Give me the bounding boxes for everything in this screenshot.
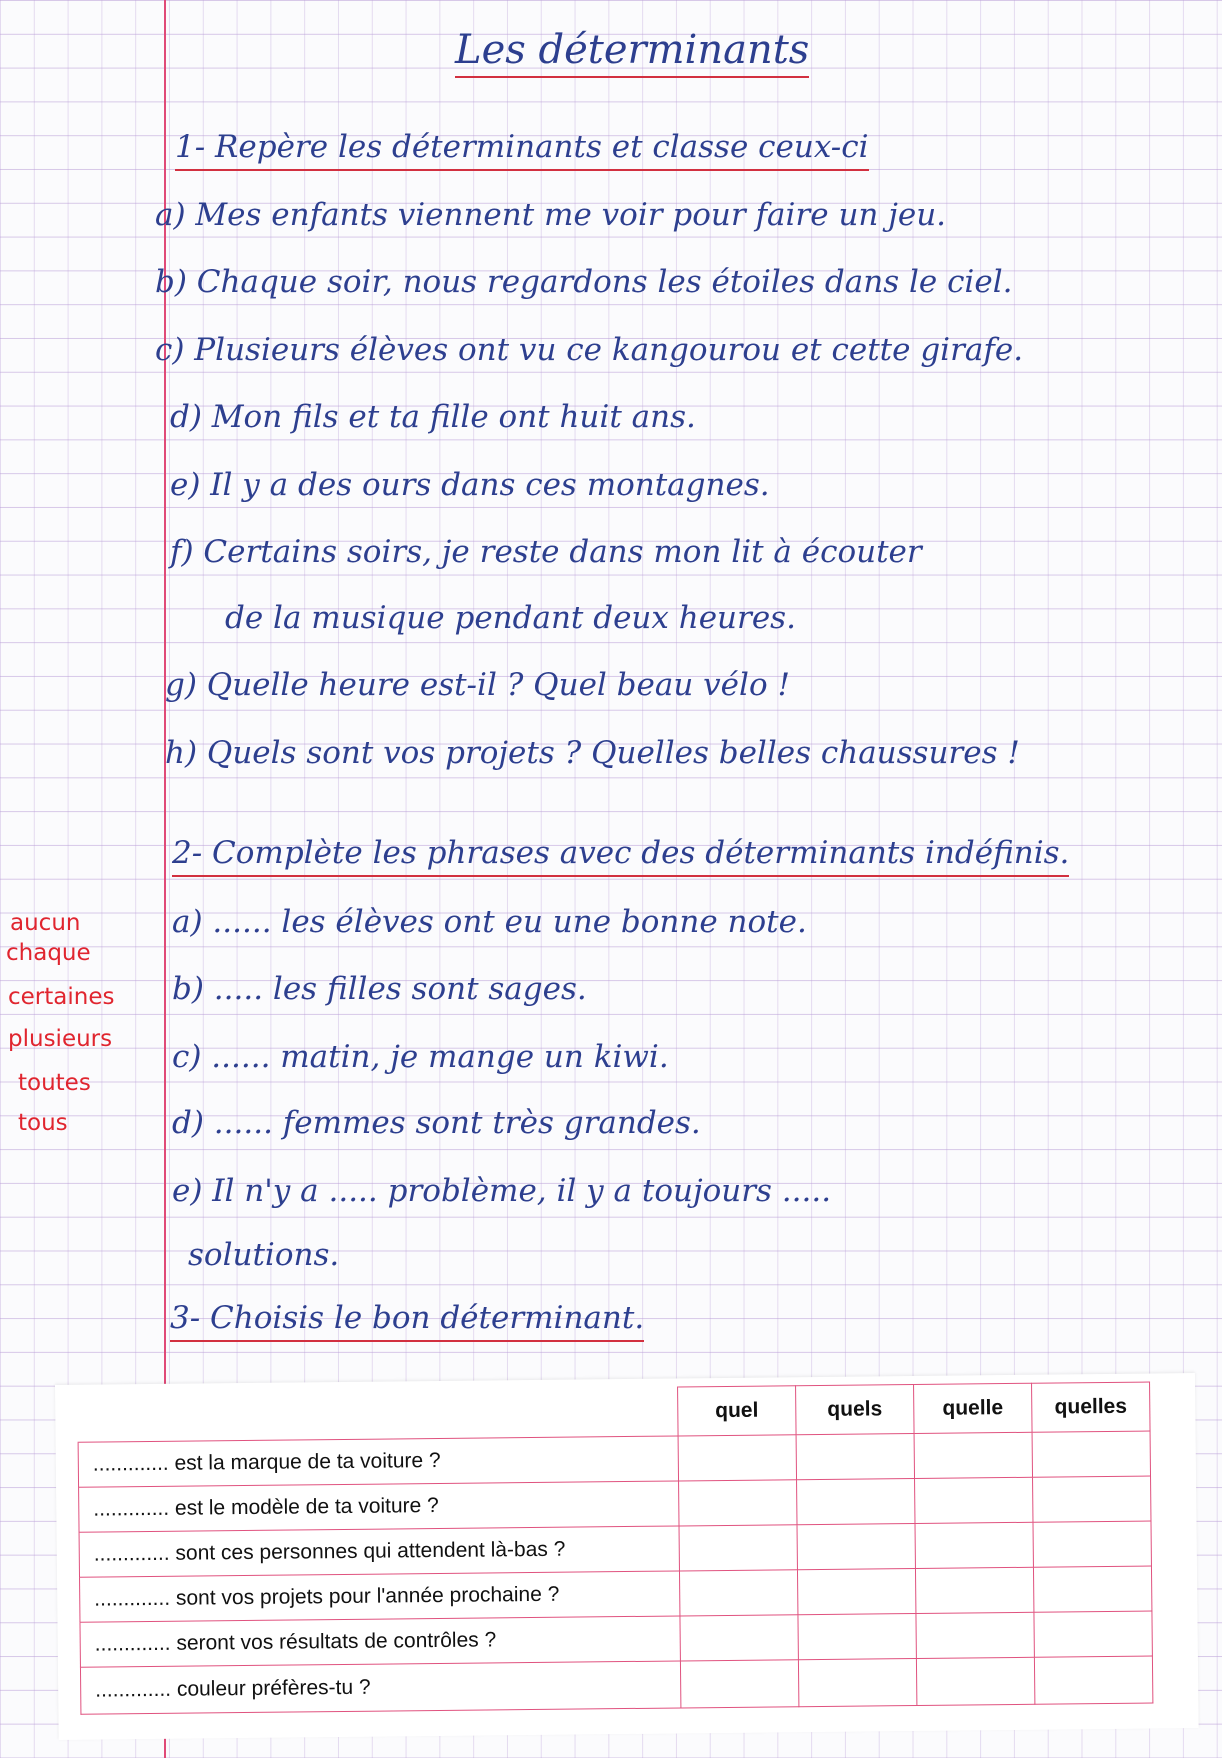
answer-cell-quel[interactable] bbox=[679, 1525, 797, 1571]
column-header-quel: quel bbox=[678, 1386, 797, 1436]
page-title: Les déterminants bbox=[455, 30, 809, 78]
section1-item-h: h) Quels sont vos projets ? Quelles belles chaussures ! bbox=[165, 735, 1020, 771]
section2-item-e-continued: solutions. bbox=[188, 1237, 340, 1273]
row-prompt: ............. sont ces personnes qui attendent là-bas ? bbox=[79, 1526, 679, 1577]
section1-item-d: d) Mon fils et ta fille ont huit ans. bbox=[170, 399, 696, 435]
section2-item-e: e) Il n'y a ..... problème, il y a toujours ..... bbox=[172, 1173, 832, 1209]
section1-item-f: f) Certains soirs, je reste dans mon lit à écouter bbox=[170, 534, 922, 570]
row-prompt: ............. couleur préfères-tu ? bbox=[80, 1661, 680, 1714]
section3-heading: 3- Choisis le bon déterminant. bbox=[170, 1303, 644, 1334]
section1-item-g: g) Quelle heure est-il ? Quel beau vélo ! bbox=[165, 667, 790, 703]
answer-cell-quel[interactable] bbox=[678, 1435, 796, 1481]
section2-heading: 2- Complète les phrases avec des déterminants indéfinis. bbox=[172, 838, 1069, 869]
section1-item-b: b) Chaque soir, nous regardons les étoiles dans le ciel. bbox=[155, 264, 1013, 300]
answer-cell-quels[interactable] bbox=[798, 1658, 916, 1706]
column-header-quelles: quelles bbox=[1032, 1382, 1151, 1432]
table-header-blank bbox=[78, 1387, 678, 1442]
answer-cell-quels[interactable] bbox=[798, 1613, 916, 1659]
answer-cell-quelles[interactable] bbox=[1032, 1431, 1150, 1477]
answer-cell-quelles[interactable] bbox=[1034, 1656, 1152, 1704]
word-bank-aucun: aucun bbox=[10, 910, 81, 936]
section1-item-e: e) Il y a des ours dans ces montagnes. bbox=[170, 467, 770, 503]
section2-item-c: c) ...... matin, je mange un kiwi. bbox=[172, 1039, 669, 1075]
answer-cell-quels[interactable] bbox=[797, 1479, 915, 1525]
section1-item-c: c) Plusieurs élèves ont vu ce kangourou et cette girafe. bbox=[155, 332, 1024, 368]
table-row bbox=[80, 1656, 1152, 1714]
answer-cell-quels[interactable] bbox=[796, 1434, 914, 1480]
word-bank-toutes: toutes bbox=[18, 1070, 91, 1096]
answer-cell-quelle[interactable] bbox=[915, 1567, 1033, 1613]
row-prompt: ............. est la marque de ta voiture ? bbox=[78, 1436, 678, 1487]
determinant-table-card bbox=[55, 1373, 1199, 1740]
answer-cell-quelles[interactable] bbox=[1033, 1476, 1151, 1522]
section1-item-a: a) Mes enfants viennent me voir pour faire un jeu. bbox=[155, 197, 947, 233]
row-prompt: ............. est le modèle de ta voiture ? bbox=[79, 1481, 679, 1532]
answer-cell-quel[interactable] bbox=[679, 1570, 797, 1616]
section2-item-a: a) ...... les élèves ont eu une bonne note. bbox=[172, 904, 807, 940]
column-header-quelle: quelle bbox=[914, 1383, 1033, 1433]
answer-cell-quelles[interactable] bbox=[1034, 1611, 1152, 1657]
answer-cell-quelle[interactable] bbox=[915, 1522, 1033, 1568]
answer-cell-quels[interactable] bbox=[797, 1568, 915, 1614]
word-bank-plusieurs: plusieurs bbox=[8, 1026, 113, 1052]
answer-cell-quelle[interactable] bbox=[915, 1477, 1033, 1523]
section2-item-d: d) ...... femmes sont très grandes. bbox=[172, 1105, 701, 1141]
word-bank-tous: tous bbox=[18, 1110, 68, 1136]
row-prompt: ............. sont vos projets pour l'année prochaine ? bbox=[80, 1571, 680, 1622]
row-prompt: ............. seront vos résultats de contrôles ? bbox=[80, 1616, 680, 1667]
answer-cell-quelles[interactable] bbox=[1033, 1521, 1151, 1567]
answer-cell-quelle[interactable] bbox=[916, 1612, 1034, 1658]
section1-heading: 1- Repère les déterminants et classe ceux-ci bbox=[175, 132, 869, 163]
answer-cell-quelle[interactable] bbox=[914, 1432, 1032, 1478]
column-header-quels: quels bbox=[796, 1385, 915, 1435]
answer-cell-quels[interactable] bbox=[797, 1524, 915, 1570]
determinant-choice-table bbox=[77, 1382, 1153, 1715]
answer-cell-quel[interactable] bbox=[680, 1615, 798, 1661]
answer-cell-quel[interactable] bbox=[679, 1480, 797, 1526]
section2-item-b: b) ..... les filles sont sages. bbox=[172, 971, 587, 1007]
answer-cell-quelles[interactable] bbox=[1033, 1566, 1151, 1612]
section1-item-f-continued: de la musique pendant deux heures. bbox=[225, 600, 796, 636]
word-bank-certaines: certaines bbox=[8, 984, 115, 1010]
answer-cell-quel[interactable] bbox=[680, 1660, 798, 1708]
answer-cell-quelle[interactable] bbox=[916, 1657, 1034, 1705]
word-bank-chaque: chaque bbox=[6, 940, 91, 966]
